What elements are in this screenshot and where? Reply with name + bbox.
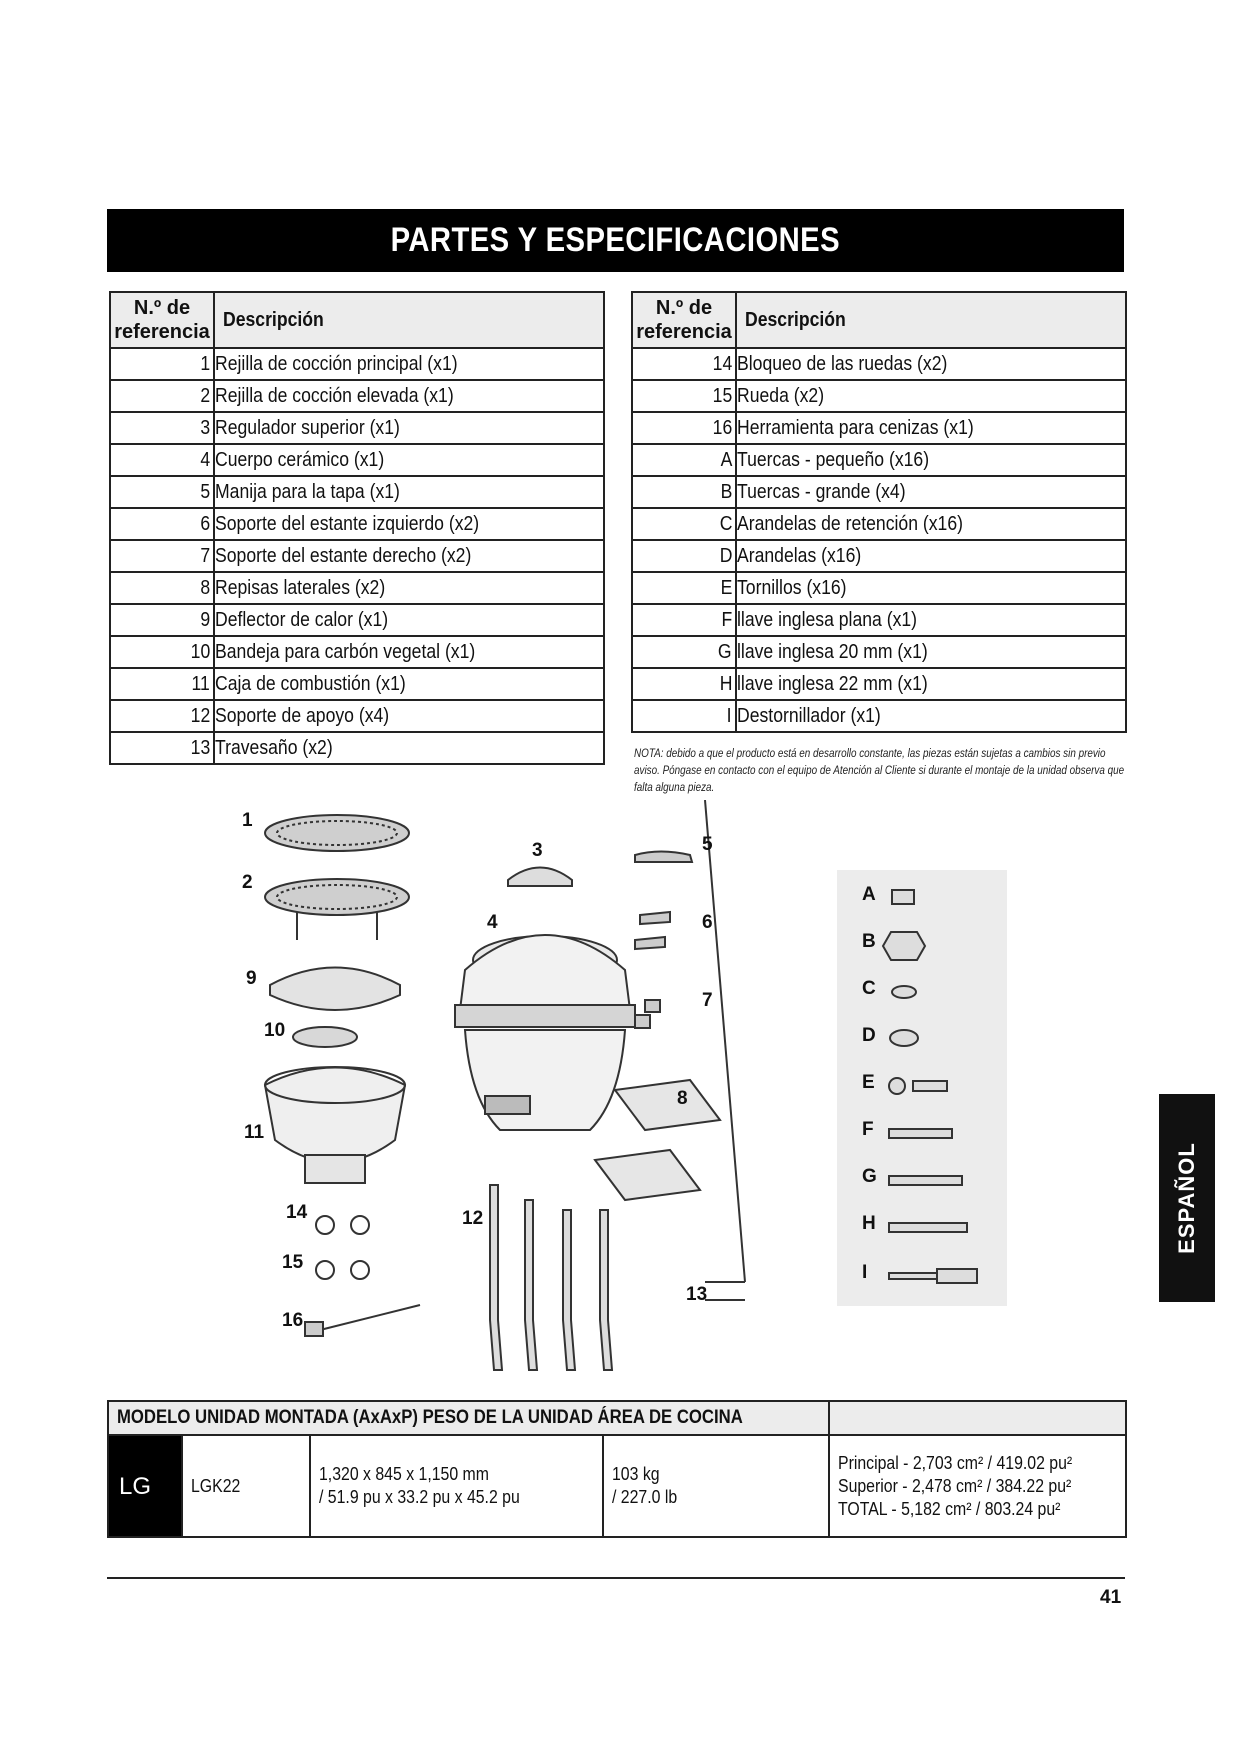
parts-row: [632, 444, 1126, 476]
fastener-label: B: [862, 931, 876, 952]
parts-table-header: [110, 292, 604, 348]
part-number: 3: [110, 412, 214, 444]
parts-diagram: [240, 800, 800, 1390]
parts-row: [110, 604, 604, 636]
parts-row: [632, 668, 1126, 700]
fastener-label: D: [862, 1025, 876, 1046]
part-description: Tuercas - pequeño (x16): [736, 444, 1126, 476]
diagram-label: 1: [242, 810, 253, 831]
parts-row: [110, 572, 604, 604]
note-text: NOTA: debido a que el producto está en desarrollo constante, las piezas están sujetas a cambios sin previo aviso. Póngase en contacto con el equipo de Atención al Cliente si durante el montaje de la unidad observa que falta alguna pieza.: [634, 748, 1125, 794]
parts-row: [110, 636, 604, 668]
diagram-label: 7: [702, 990, 713, 1011]
part-description: Soporte del estante derecho (x2): [214, 540, 604, 572]
parts-row: [632, 572, 1126, 604]
parts-row: [632, 636, 1126, 668]
part-description: Bloqueo de las ruedas (x2): [736, 348, 1126, 380]
spec-row: [108, 1435, 1126, 1537]
weight-cell: 103 kg / 227.0 lb: [603, 1435, 829, 1537]
diagram-label: 11: [244, 1122, 265, 1143]
diagram-label: 15: [282, 1252, 304, 1273]
desc-header: Descripción: [214, 292, 604, 348]
part-number: 2: [110, 380, 214, 412]
part-number: F: [632, 604, 736, 636]
part-description: Travesaño (x2): [214, 732, 604, 764]
parts-row: [110, 476, 604, 508]
fastener-label: A: [862, 884, 876, 905]
part-description: Tuercas - grande (x4): [736, 476, 1126, 508]
fastener-label: C: [862, 978, 876, 999]
part-number: H: [632, 668, 736, 700]
part-description: Cuerpo cerámico (x1): [214, 444, 604, 476]
parts-row: [632, 540, 1126, 572]
diagram-label: 4: [487, 912, 498, 933]
ref-header: N.º de referencia: [110, 292, 214, 348]
parts-row: [110, 700, 604, 732]
parts-row: [110, 380, 604, 412]
spec-header-row: [108, 1401, 1126, 1435]
part-number: 8: [110, 572, 214, 604]
part-number: 13: [110, 732, 214, 764]
part-number: E: [632, 572, 736, 604]
parts-row: [110, 668, 604, 700]
part-description: Caja de combustión (x1): [214, 668, 604, 700]
parts-row: [110, 348, 604, 380]
diagram-label: 13: [686, 1284, 708, 1305]
part-number: B: [632, 476, 736, 508]
fastener-label: G: [862, 1166, 877, 1187]
part-description: Bandeja para carbón vegetal (x1): [214, 636, 604, 668]
part-number: 1: [110, 348, 214, 380]
diagram-label: 8: [677, 1088, 688, 1109]
fastener-label: E: [862, 1072, 875, 1093]
part-description: Rueda (x2): [736, 380, 1126, 412]
diagram-label: 12: [462, 1208, 484, 1229]
spec-table: [107, 1400, 1127, 1538]
part-number: C: [632, 508, 736, 540]
language-tab-label: ESPAÑOL: [1174, 1142, 1199, 1254]
parts-row: [110, 540, 604, 572]
part-number: 11: [110, 668, 214, 700]
parts-row: [110, 444, 604, 476]
part-description: llave inglesa 22 mm (x1): [736, 668, 1126, 700]
part-number: 10: [110, 636, 214, 668]
parts-table-header: [632, 292, 1126, 348]
fastener-label: F: [862, 1119, 874, 1140]
dims-cell: 1,320 x 845 x 1,150 mm / 51.9 pu x 33.2 pu x 45.2 pu: [310, 1435, 603, 1537]
parts-table-right: [631, 291, 1127, 733]
diagram-label: 5: [702, 834, 713, 855]
part-number: 12: [110, 700, 214, 732]
part-description: llave inglesa 20 mm (x1): [736, 636, 1126, 668]
parts-row: [632, 508, 1126, 540]
spec-header: MODELO UNIDAD MONTADA (AxAxP) PESO DE LA UNIDAD ÁREA DE COCINA: [108, 1401, 829, 1435]
part-description: Deflector de calor (x1): [214, 604, 604, 636]
part-number: A: [632, 444, 736, 476]
part-description: Rejilla de cocción principal (x1): [214, 348, 604, 380]
part-number: G: [632, 636, 736, 668]
page-title: PARTES Y ESPECIFICACIONES: [390, 221, 841, 259]
fastener-label: I: [862, 1262, 868, 1283]
spec-header-empty: [829, 1401, 1126, 1435]
part-description: Arandelas (x16): [736, 540, 1126, 572]
fastener-panel: [837, 870, 1007, 1306]
parts-row: [632, 348, 1126, 380]
part-number: 5: [110, 476, 214, 508]
diagram-label: 10: [264, 1020, 286, 1041]
parts-row: [632, 700, 1126, 732]
page-title-banner: [107, 209, 1124, 272]
part-number: 16: [632, 412, 736, 444]
footer-rule: [107, 1577, 1125, 1579]
fastener-label: H: [862, 1213, 876, 1234]
part-description: Repisas laterales (x2): [214, 572, 604, 604]
diagram-label: 14: [286, 1202, 308, 1223]
part-description: Rejilla de cocción elevada (x1): [214, 380, 604, 412]
part-description: Destornillador (x1): [736, 700, 1126, 732]
part-description: llave inglesa plana (x1): [736, 604, 1126, 636]
cooking-area-cell: Principal - 2,703 cm² / 419.02 pu² Superior - 2,478 cm² / 384.22 pu² TOTAL - 5,182 cm² / 803.24 pu²: [829, 1435, 1126, 1537]
diagram-label: 16: [282, 1310, 304, 1331]
part-description: Manija para la tapa (x1): [214, 476, 604, 508]
diagram-label: 6: [702, 912, 713, 933]
part-description: Soporte de apoyo (x4): [214, 700, 604, 732]
part-number: 15: [632, 380, 736, 412]
parts-row: [110, 508, 604, 540]
part-number: 4: [110, 444, 214, 476]
parts-row: [632, 412, 1126, 444]
parts-row: [632, 476, 1126, 508]
parts-row: [110, 412, 604, 444]
diagram-label: 2: [242, 872, 253, 893]
desc-header: Descripción: [736, 292, 1126, 348]
part-number: 7: [110, 540, 214, 572]
diagram-label: 9: [246, 968, 257, 989]
parts-row: [110, 732, 604, 764]
part-number: 14: [632, 348, 736, 380]
brand-cell: LG: [108, 1435, 182, 1537]
ref-header: N.º de referencia: [632, 292, 736, 348]
part-description: Soporte del estante izquierdo (x2): [214, 508, 604, 540]
parts-row: [632, 604, 1126, 636]
part-number: 9: [110, 604, 214, 636]
part-description: Regulador superior (x1): [214, 412, 604, 444]
part-description: Tornillos (x16): [736, 572, 1126, 604]
diagram-label: 3: [532, 840, 543, 861]
parts-diagram-illustration: [240, 800, 800, 1390]
part-number: 6: [110, 508, 214, 540]
part-description: Herramienta para cenizas (x1): [736, 412, 1126, 444]
part-description: Arandelas de retención (x16): [736, 508, 1126, 540]
part-number: D: [632, 540, 736, 572]
parts-table-left: [109, 291, 605, 765]
page-number: 41: [1100, 1587, 1122, 1608]
parts-row: [632, 380, 1126, 412]
model-cell: LGK22: [182, 1435, 310, 1537]
language-tab: [1159, 1094, 1215, 1302]
part-number: I: [632, 700, 736, 732]
